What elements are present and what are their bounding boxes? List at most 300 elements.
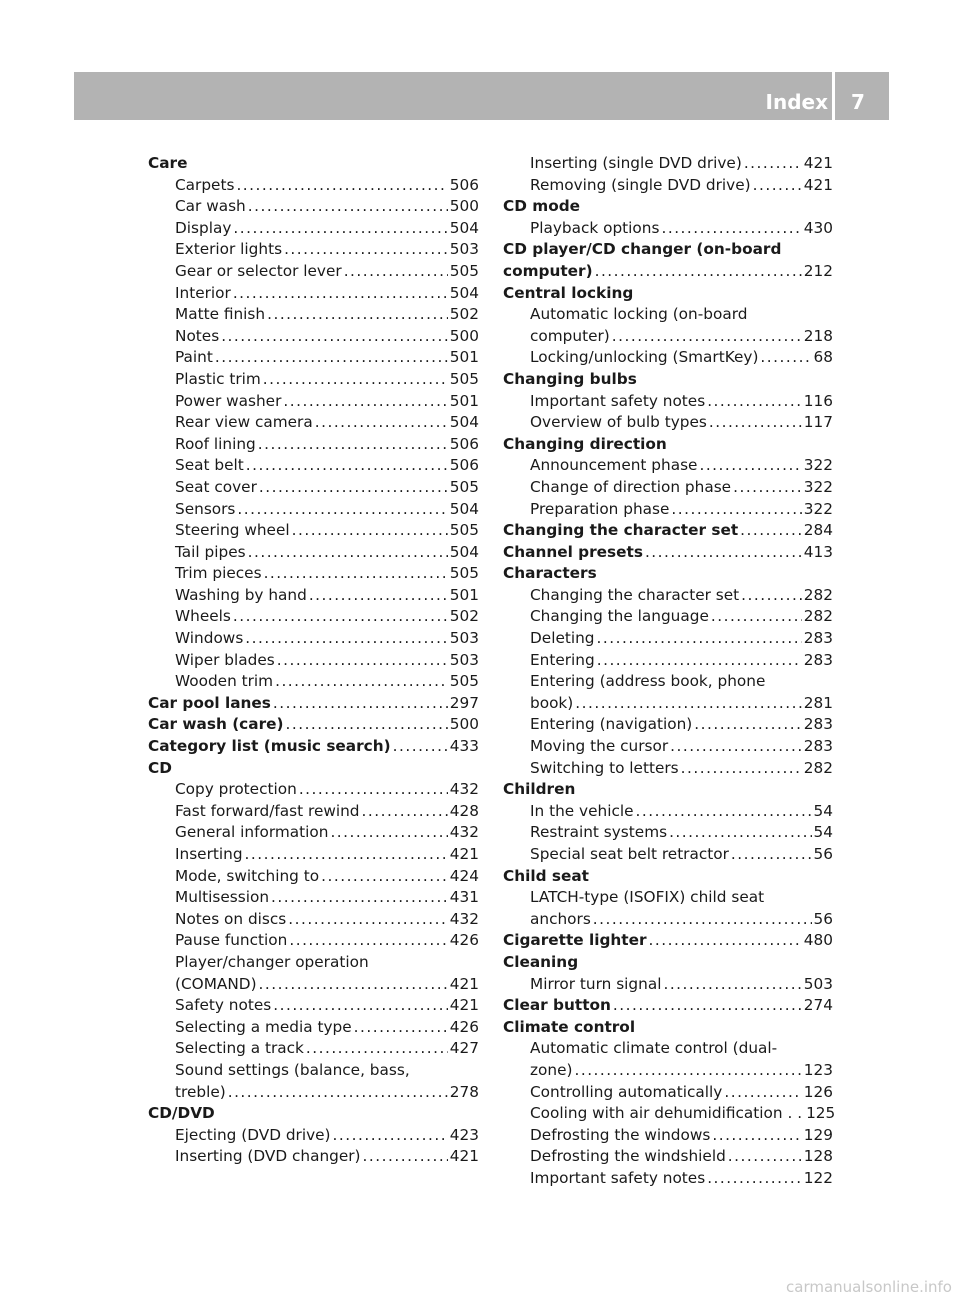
leader-dots: [284, 239, 448, 261]
index-subentry-text: Carpets: [175, 175, 235, 194]
index-subentry-text: Inserting (single DVD drive): [530, 154, 742, 172]
leader-dots: [733, 477, 802, 499]
index-subentry: [148, 671, 479, 693]
index-subentry-text: Overview of bulb types: [530, 413, 707, 432]
leader-dots: [753, 175, 802, 197]
leader-dots: [285, 714, 447, 736]
index-subentry: [148, 196, 479, 218]
page-ref: 432: [449, 823, 479, 842]
page-ref: 54: [813, 823, 833, 842]
index-subentry: [503, 1125, 833, 1147]
index-subentry: [148, 1017, 479, 1039]
index-subentry: [148, 1082, 479, 1104]
index-subentry: [503, 822, 833, 844]
index-heading: [503, 930, 833, 952]
page-ref: 426: [449, 931, 479, 950]
page-ref: 116: [803, 391, 833, 410]
leader-dots: [612, 326, 802, 348]
leader-dots: [263, 369, 448, 391]
index-heading-text: Changing direction: [503, 434, 667, 453]
page-ref: 421: [449, 996, 479, 1015]
index-subentry-text: Entering (navigation): [530, 715, 693, 734]
index-heading-text: Channel presets: [503, 542, 643, 561]
index-subentry-text: Copy protection: [175, 780, 297, 799]
leader-dots: [233, 218, 447, 240]
index-subentry: [148, 779, 479, 801]
leader-dots: [593, 909, 812, 931]
page-ref: 432: [449, 780, 479, 799]
page-ref: 504: [449, 283, 479, 302]
index-heading-text: Changing bulbs: [503, 369, 637, 388]
leader-dots: [707, 391, 802, 413]
leader-dots: [330, 822, 447, 844]
index-subentry: [148, 585, 479, 607]
index-subentry-text: Rear view camera: [175, 413, 313, 432]
page-ref: 431: [449, 888, 479, 907]
index-heading-text: Changing the character set: [503, 521, 739, 540]
leader-dots: [663, 974, 801, 996]
page-ref: 68: [813, 348, 833, 367]
index-subentry: [503, 758, 833, 780]
index-subentry-text: Removing (single DVD drive): [530, 175, 751, 194]
index-subentry-text: Tail pipes: [175, 542, 246, 561]
page-ref: 504: [449, 542, 479, 561]
page-ref: 501: [449, 585, 479, 604]
index-subentry: [503, 391, 833, 413]
leader-dots: [613, 995, 802, 1017]
page-ref: 433: [449, 737, 479, 756]
index-subentry-text: Gear or selector lever: [175, 261, 342, 280]
leader-dots: [393, 736, 448, 758]
index-subentry-text: Matte finish: [175, 305, 266, 324]
page-ref: 424: [449, 866, 479, 885]
page-ref: 501: [449, 348, 479, 367]
page-ref: 503: [803, 974, 833, 993]
leader-dots: [259, 477, 448, 499]
index-subentry-text: Car wash: [175, 197, 246, 216]
index-subentry: [148, 801, 479, 823]
page-ref: 505: [449, 564, 479, 583]
leader-dots: [309, 585, 448, 607]
section-title: Index: [765, 90, 828, 114]
page-ref: 500: [449, 326, 479, 345]
index-column-right: [503, 153, 836, 1190]
index-subentry-text: Inserting: [175, 845, 243, 863]
leader-dots: [215, 347, 448, 369]
index-subentry: [503, 671, 833, 693]
index-heading-text: CD player/CD changer (on-board: [503, 240, 782, 259]
index-heading-text: Clear button: [503, 996, 611, 1015]
index-subentry: [148, 995, 479, 1017]
index-subentry: [148, 434, 479, 456]
leader-dots: [354, 1017, 448, 1039]
page-ref: 125: [806, 1104, 836, 1123]
index-subentry-text: Defrosting the windshield: [530, 1147, 726, 1166]
page-ref: 128: [803, 1147, 833, 1166]
page-ref: 506: [449, 175, 479, 194]
leader-dots: [289, 930, 447, 952]
index-subentry-text: Controlling automatically: [530, 1082, 723, 1101]
leader-dots: [221, 326, 448, 348]
index-subentry-text: Entering: [530, 650, 595, 669]
index-subentry: [503, 736, 833, 758]
page-ref: 281: [803, 693, 833, 712]
page-ref: 274: [803, 996, 833, 1015]
leader-dots: [333, 1125, 448, 1147]
index-subentry-text: zone): [530, 1060, 573, 1079]
leader-dots: [228, 1082, 448, 1104]
index-subentry: [148, 369, 479, 391]
leader-dots: [575, 693, 802, 715]
index-heading-text: Car wash (care): [148, 715, 284, 734]
leader-dots: [273, 995, 448, 1017]
leader-dots: [237, 499, 447, 521]
index-subentry-text: Selecting a track: [175, 1039, 304, 1058]
page-ref: 413: [803, 542, 833, 561]
page-ref: 282: [803, 758, 833, 777]
leader-dots: [267, 304, 448, 326]
page-ref: 284: [803, 521, 833, 540]
index-heading: [148, 1103, 479, 1125]
index-subentry: [503, 909, 833, 931]
index-subentry: [503, 326, 833, 348]
index-subentry: [503, 153, 833, 175]
index-heading-text: Climate control: [503, 1017, 636, 1036]
index-heading-text: Child seat: [503, 866, 589, 885]
index-heading-text: Category list (music search): [148, 737, 391, 756]
index-subentry-text: Trim pieces: [175, 564, 262, 583]
index-subentry: [148, 1060, 479, 1082]
index-heading-text: Care: [148, 154, 188, 172]
page-ref: 283: [803, 650, 833, 669]
leader-dots: [233, 606, 448, 628]
index-subentry-text: treble): [175, 1082, 226, 1101]
index-heading: [503, 952, 833, 974]
page-ref: 432: [449, 909, 479, 928]
index-subentry: [148, 1146, 479, 1168]
index-subentry-text: Selecting a media type: [175, 1017, 352, 1036]
index-subentry-text: Exterior lights: [175, 240, 283, 259]
leader-dots: [574, 1060, 801, 1082]
page-ref: 428: [449, 801, 479, 820]
leader-dots: [264, 563, 448, 585]
leader-dots: [744, 153, 802, 175]
leader-dots: [315, 412, 448, 434]
leader-dots: [661, 218, 801, 240]
index-subentry-text: Windows: [175, 629, 244, 648]
index-subentry-text: Entering (address book, phone: [530, 672, 766, 691]
index-subentry: [148, 887, 479, 909]
index-heading: [148, 758, 479, 780]
page-ref: 122: [803, 1168, 833, 1187]
index-subentry: [503, 218, 833, 240]
leader-dots: [259, 974, 448, 996]
index-subentry: [148, 477, 479, 499]
leader-dots: [236, 175, 447, 197]
page-ref: 218: [803, 326, 833, 345]
page-ref: 421: [803, 175, 833, 194]
page-ref: 123: [803, 1060, 833, 1079]
index-subentry-text: Mode, switching to: [175, 866, 320, 885]
index-subentry-text: Cooling with air dehumidification . .: [530, 1104, 803, 1123]
page-ref: 212: [803, 261, 833, 280]
leader-dots: [275, 671, 448, 693]
index-subentry-text: Deleting: [530, 629, 595, 648]
leader-dots: [277, 650, 448, 672]
index-subentry: [148, 304, 479, 326]
index-subentry-text: Seat belt: [175, 456, 244, 475]
index-heading: [148, 153, 479, 175]
header-divider: [832, 72, 835, 120]
page-ref: 501: [449, 391, 479, 410]
page-ref: 504: [449, 413, 479, 432]
index-subentry: [503, 628, 833, 650]
leader-dots: [681, 758, 802, 780]
index-subentry-text: Automatic locking (on-board: [530, 305, 748, 324]
index-subentry-text: Notes: [175, 326, 220, 345]
index-heading-text: Characters: [503, 564, 597, 583]
index-heading: [503, 434, 833, 456]
index-subentry-text: Player/changer operation: [175, 952, 369, 971]
index-subentry: [503, 1168, 833, 1190]
index-subentry: [148, 239, 479, 261]
index-subentry-text: Paint: [175, 348, 213, 367]
page-ref: 126: [803, 1082, 833, 1101]
leader-dots: [712, 1125, 801, 1147]
page-ref: 505: [449, 261, 479, 280]
leader-dots: [699, 455, 801, 477]
index-subentry-text: Defrosting the windows: [530, 1125, 711, 1144]
index-heading-text: CD mode: [503, 197, 581, 216]
index-subentry: [148, 974, 479, 996]
index-subentry: [148, 952, 479, 974]
index-subentry: [148, 455, 479, 477]
leader-dots: [233, 283, 448, 305]
leader-dots: [760, 347, 811, 369]
leader-dots: [595, 261, 802, 283]
leader-dots: [271, 887, 448, 909]
index-heading: [503, 563, 833, 585]
leader-dots: [273, 693, 448, 715]
index-subentry: [503, 412, 833, 434]
leader-dots: [636, 801, 812, 823]
index-subentry: [503, 455, 833, 477]
index-subentry-text: computer): [530, 326, 610, 345]
index-subentry: [148, 606, 479, 628]
index-subentry-text: Important safety notes: [530, 1168, 706, 1187]
index-subentry-text: Power washer: [175, 391, 282, 410]
index-subentry-text: Automatic climate control (dual-: [530, 1039, 778, 1058]
index-subentry-text: Notes on discs: [175, 909, 287, 928]
index-subentry-text: Roof lining: [175, 434, 256, 453]
index-subentry: [503, 175, 833, 197]
index-subentry-text: anchors: [530, 909, 591, 928]
index-subentry: [148, 1038, 479, 1060]
page-ref: 117: [803, 413, 833, 432]
leader-dots: [597, 628, 802, 650]
page-ref: 505: [449, 477, 479, 496]
leader-dots: [245, 628, 448, 650]
page-ref: 421: [449, 974, 479, 993]
page-ref: 430: [803, 218, 833, 237]
index-subentry: [503, 347, 833, 369]
index-subentry: [148, 563, 479, 585]
index-subentry-text: Inserting (DVD changer): [175, 1147, 361, 1166]
index-heading-text: Car pool lanes: [148, 693, 271, 712]
index-subentry: [148, 347, 479, 369]
leader-dots: [707, 1168, 802, 1190]
page-ref: 54: [813, 801, 833, 820]
index-subentry-text: Wheels: [175, 607, 231, 626]
index-subentry: [503, 801, 833, 823]
index-subentry-text: Wooden trim: [175, 672, 274, 691]
page-ref: 282: [803, 607, 833, 626]
page-ref: 421: [803, 154, 833, 172]
index-heading: [503, 779, 833, 801]
page-ref: 480: [803, 931, 833, 950]
leader-dots: [669, 822, 811, 844]
index-subentry-text: Multisession: [175, 888, 270, 907]
index-subentry-text: Washing by hand: [175, 585, 307, 604]
page-ref: 503: [449, 650, 479, 669]
index-subentry: [503, 304, 833, 326]
index-subentry: [503, 974, 833, 996]
index-heading-text: CD/DVD: [148, 1104, 215, 1123]
page-ref: 129: [803, 1125, 833, 1144]
leader-dots: [597, 650, 802, 672]
leader-dots: [245, 844, 448, 866]
page-ref: 322: [803, 456, 833, 475]
page-ref: 505: [449, 369, 479, 388]
index-subentry: [148, 218, 479, 240]
page-ref: 505: [449, 521, 479, 540]
index-subentry: [148, 499, 479, 521]
index-heading: [503, 866, 833, 888]
index-subentry: [148, 520, 479, 542]
page-ref: 297: [449, 693, 479, 712]
page-ref: 502: [449, 607, 479, 626]
index-subentry-text: Special seat belt retractor: [530, 845, 729, 863]
index-subentry: [148, 261, 479, 283]
index-subentry: [148, 930, 479, 952]
index-heading-text: Children: [503, 780, 576, 799]
index-subentry-text: Announcement phase: [530, 456, 698, 475]
index-heading: [503, 261, 833, 283]
leader-dots: [731, 844, 812, 866]
page-ref: 503: [449, 240, 479, 259]
index-subentry-text: Locking/unlocking (SmartKey): [530, 348, 759, 367]
index-subentry: [148, 628, 479, 650]
leader-dots: [258, 434, 448, 456]
index-subentry: [148, 283, 479, 305]
leader-dots: [709, 412, 802, 434]
leader-dots: [728, 1146, 802, 1168]
index-subentry: [148, 909, 479, 931]
index-subentry: [503, 499, 833, 521]
page-ref: 504: [449, 499, 479, 518]
leader-dots: [740, 520, 802, 542]
index-subentry-text: LATCH-type (ISOFIX) child seat: [530, 888, 765, 907]
index-heading: [148, 693, 479, 715]
index-heading: [503, 239, 833, 261]
index-subentry: [503, 714, 833, 736]
page-ref: 504: [449, 218, 479, 237]
index-heading-text: computer): [503, 261, 593, 280]
index-subentry: [503, 693, 833, 715]
index-subentry: [148, 1125, 479, 1147]
index-subentry: [503, 650, 833, 672]
index-subentry-text: Sensors: [175, 499, 236, 518]
page-ref: 502: [449, 305, 479, 324]
leader-dots: [246, 455, 448, 477]
index-heading-text: Cleaning: [503, 952, 579, 971]
leader-dots: [283, 391, 447, 413]
index-subentry-text: Mirror turn signal: [530, 974, 662, 993]
index-subentry: [503, 606, 833, 628]
leader-dots: [344, 261, 448, 283]
index-subentry: [148, 650, 479, 672]
index-subentry-text: Important safety notes: [530, 391, 706, 410]
index-subentry: [148, 391, 479, 413]
index-subentry: [148, 412, 479, 434]
page-ref: 283: [803, 629, 833, 648]
index-heading: [148, 736, 479, 758]
index-subentry: [503, 477, 833, 499]
page-ref: 421: [449, 845, 479, 863]
index-subentry: [503, 1103, 836, 1125]
index-subentry-text: Seat cover: [175, 477, 257, 496]
leader-dots: [711, 606, 802, 628]
index-heading: [503, 1017, 833, 1039]
leader-dots: [363, 1146, 448, 1168]
index-subentry-text: Preparation phase: [530, 499, 670, 518]
index-heading: [503, 995, 833, 1017]
index-heading-text: CD: [148, 758, 172, 777]
index-heading: [503, 542, 833, 564]
index-subentry-text: Display: [175, 218, 232, 237]
index-subentry-text: Wiper blades: [175, 650, 275, 669]
index-subentry-text: Changing the character set: [530, 585, 740, 604]
index-subentry-text: In the vehicle: [530, 801, 634, 820]
index-subentry: [148, 326, 479, 348]
leader-dots: [645, 542, 802, 564]
index-subentry-text: Switching to letters: [530, 758, 679, 777]
index-subentry-text: Pause function: [175, 931, 288, 950]
index-subentry: [148, 866, 479, 888]
index-subentry: [503, 585, 833, 607]
page-ref: 423: [449, 1125, 479, 1144]
page-ref: 505: [449, 672, 479, 691]
page-ref: 282: [803, 585, 833, 604]
index-subentry-text: Fast forward/fast rewind: [175, 801, 360, 820]
page-ref: 427: [449, 1039, 479, 1058]
leader-dots: [670, 736, 802, 758]
index-column-left: [148, 153, 479, 1168]
index-subentry-text: Restraint systems: [530, 823, 668, 842]
index-subentry-text: Sound settings (balance, bass,: [175, 1060, 410, 1079]
page-ref: 500: [449, 715, 479, 734]
index-subentry-text: Ejecting (DVD drive): [175, 1125, 331, 1144]
leader-dots: [741, 585, 802, 607]
page-ref: 278: [449, 1082, 479, 1101]
leader-dots: [292, 520, 448, 542]
index-subentry-text: Changing the language: [530, 607, 709, 626]
page-ref: 500: [449, 197, 479, 216]
leader-dots: [362, 801, 448, 823]
index-subentry-text: Safety notes: [175, 996, 272, 1015]
index-subentry: [148, 844, 479, 866]
index-subentry-text: Playback options: [530, 218, 660, 237]
